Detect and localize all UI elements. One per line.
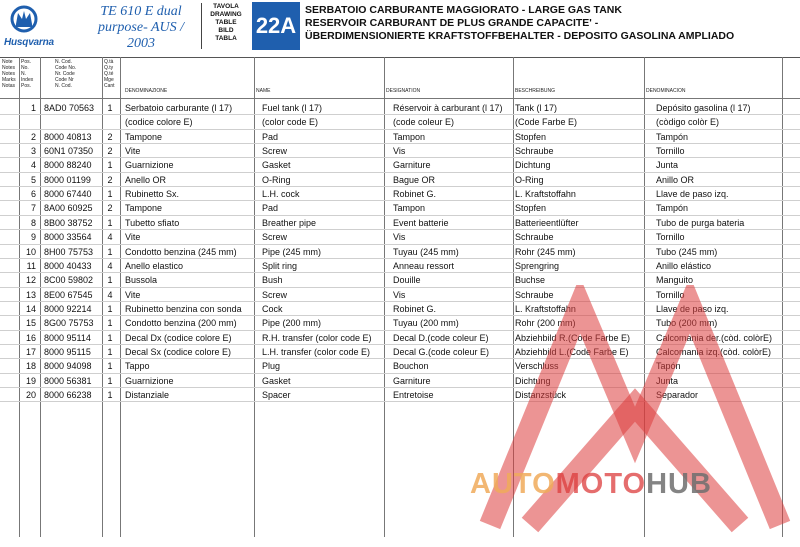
cell-pos: 10 <box>25 246 36 257</box>
cell-code: 8000 95115 <box>44 346 91 357</box>
cell-pos: 15 <box>25 318 36 329</box>
cell-de: Schraube <box>515 289 554 300</box>
cell-es: Anillo OR <box>656 174 695 185</box>
cell-pos: 17 <box>25 346 36 357</box>
cell-pos: 9 <box>30 232 36 243</box>
husqvarna-logo <box>4 4 80 52</box>
cell-es: Tubo (200 mm) <box>656 318 718 329</box>
cell-qty: 1 <box>107 390 113 400</box>
cell-fr: Vis <box>393 289 406 300</box>
cell-it: Rubinetto Sx. <box>125 189 180 200</box>
cell-pos: 5 <box>30 174 36 185</box>
cell-code: 8000 95114 <box>44 332 91 343</box>
cell-code: 8000 40813 <box>44 131 92 142</box>
husqvarna-crown-icon <box>4 4 44 34</box>
cell-it: Rubinetto benzina con sonda <box>125 303 242 314</box>
cell-qty: 4 <box>107 260 113 271</box>
cell-es: Tornillo <box>656 232 685 243</box>
col-pos-header: Pos. No. N. Index Pos. <box>21 59 34 89</box>
cell-pos: 19 <box>25 375 36 386</box>
table-row <box>0 230 800 244</box>
cell-code: 8000 56381 <box>44 375 92 386</box>
table-row <box>0 316 800 330</box>
table-row <box>0 144 800 158</box>
cell-it: Guarnizione <box>125 160 174 171</box>
cell-it: Vite <box>125 232 141 243</box>
table-row <box>0 273 800 287</box>
table-row <box>0 302 800 316</box>
cell-es: Calcomania der.(còd. colòrE) <box>656 332 773 343</box>
table-row <box>0 288 800 302</box>
cell-pos: 18 <box>25 361 36 372</box>
automotohub-watermark-text: AUTOMOTOHUB <box>470 468 712 500</box>
cell-en: (color code E) <box>262 117 319 128</box>
cell-pos: 4 <box>30 160 36 171</box>
cell-it: Tampone <box>125 131 163 142</box>
cell-en: Fuel tank (l 17) <box>262 103 323 113</box>
cell-it: Bussola <box>125 275 158 286</box>
cell-en: Screw <box>262 232 288 243</box>
cell-qty: 2 <box>107 203 113 214</box>
cell-pos: 1 <box>30 103 36 113</box>
table-row <box>0 115 800 129</box>
cell-it: Tubetto sfiato <box>125 217 180 228</box>
cell-de: Schraube <box>515 146 554 157</box>
table-row <box>0 374 800 388</box>
cell-code: 8AD0 70563 <box>44 103 95 113</box>
cell-fr: Vis <box>393 146 406 157</box>
cell-qty: 1 <box>107 318 113 329</box>
cell-code: 8000 01199 <box>44 174 91 185</box>
cell-es: Calcomania izq.(còd. colòrE) <box>656 346 772 357</box>
cell-it: Distanziale <box>125 390 170 400</box>
cell-fr: Tuyau (200 mm) <box>393 318 459 329</box>
table-label: TAVOLA DRAWING TABLE BILD TABLA <box>201 3 250 49</box>
cell-en: O-Ring <box>262 174 291 185</box>
cell-es: Depósito gasolina (l 17) <box>656 103 751 113</box>
cell-fr: Bouchon <box>393 361 429 372</box>
title-fr: RESERVOIR CARBURANT DE PLUS GRANDE CAPACITE' - <box>305 17 599 29</box>
table-row <box>0 130 800 144</box>
cell-it: Guarnizione <box>125 375 174 386</box>
cell-es: Junta <box>656 160 679 171</box>
cell-pos: 16 <box>25 332 36 343</box>
col-de-header: BESCHREIBUNG <box>515 88 556 94</box>
cell-it: Serbatoio carburante (l 17) <box>125 103 233 113</box>
cell-it: Tampone <box>125 203 163 214</box>
page-title <box>305 4 795 43</box>
cell-en: Pipe (245 mm) <box>262 246 322 257</box>
table-row <box>0 201 800 215</box>
cell-de: Rohr (245 mm) <box>515 246 576 257</box>
cell-it: Decal Sx (codice colore E) <box>125 346 232 357</box>
cell-en: Gasket <box>262 375 291 386</box>
cell-qty: 1 <box>107 189 113 200</box>
cell-qty: 2 <box>107 174 113 185</box>
table-row <box>0 331 800 345</box>
cell-qty: 4 <box>107 289 113 300</box>
table-row <box>0 216 800 230</box>
cell-pos: 3 <box>30 146 36 157</box>
cell-code: 8A00 60925 <box>44 203 93 214</box>
cell-de: Dichtung <box>515 160 551 171</box>
cell-de: (Code Farbe E) <box>515 117 578 128</box>
cell-code: 8E00 67545 <box>44 289 93 300</box>
cell-es: Tornillo <box>656 289 685 300</box>
cell-fr: Garniture <box>393 375 431 386</box>
cell-es: Llave de paso izq. <box>656 303 729 314</box>
row-divider <box>0 401 800 402</box>
cell-en: Screw <box>262 146 288 157</box>
table-row <box>0 388 800 402</box>
cell-code: 8000 94098 <box>44 361 92 372</box>
cell-pos: 7 <box>30 203 36 214</box>
cell-en: Spacer <box>262 390 291 400</box>
cell-code: 8000 92214 <box>44 303 92 314</box>
brand-name: Husqvarna <box>4 37 54 48</box>
cell-qty: 1 <box>107 361 113 372</box>
cell-it: Condotto benzina (245 mm) <box>125 246 237 257</box>
cell-qty: 1 <box>107 217 113 228</box>
cell-pos: 20 <box>25 390 36 400</box>
col-fr-header: DESIGNATION <box>386 88 421 94</box>
cell-es: Anillo elástico <box>656 260 712 271</box>
cell-en: Screw <box>262 289 288 300</box>
cell-de: Buchse <box>515 275 546 286</box>
cell-qty: 1 <box>107 246 113 257</box>
cell-en: Cock <box>262 303 283 314</box>
cell-en: R.H. transfer (color code E) <box>262 332 372 343</box>
cell-en: L.H. cock <box>262 189 300 200</box>
cell-es: Junta <box>656 375 679 386</box>
header-divider <box>0 98 800 99</box>
cell-en: Plug <box>262 361 281 372</box>
cell-en: Gasket <box>262 160 291 171</box>
cell-fr: Vis <box>393 232 406 243</box>
cell-fr: Anneau ressort <box>393 260 455 271</box>
cell-fr: Entretoise <box>393 390 434 400</box>
cell-de: L. Kraftstoffahn <box>515 189 576 200</box>
cell-qty: 1 <box>107 303 113 314</box>
cell-qty: 1 <box>107 103 113 113</box>
cell-qty: 2 <box>107 146 113 157</box>
cell-it: (codice colore E) <box>125 117 193 128</box>
cell-de: Tank (l 17) <box>515 103 558 113</box>
cell-it: Vite <box>125 146 141 157</box>
table-row <box>0 259 800 273</box>
cell-de: Sprengring <box>515 260 560 271</box>
col-it-header: DENOMINAZIONE <box>125 88 168 94</box>
cell-es: Tapón <box>656 361 681 372</box>
cell-it: Anello elastico <box>125 260 184 271</box>
cell-fr: Tampon <box>393 131 426 142</box>
cell-es: Tampón <box>656 131 689 142</box>
cell-qty: 1 <box>107 346 113 357</box>
cell-de: Stopfen <box>515 131 547 142</box>
col-code-header: N. Cod. Code No. Nr. Code Code Nr N. Cod. <box>55 59 77 89</box>
cell-fr: Event batterie <box>393 217 449 228</box>
table-row <box>0 187 800 201</box>
cell-fr: Robinet G. <box>393 303 437 314</box>
cell-en: Breather pipe <box>262 217 317 228</box>
table-row <box>0 101 800 115</box>
cell-de: Rohr (200 mm) <box>515 318 576 329</box>
cell-es: Tornillo <box>656 146 685 157</box>
table-row <box>0 345 800 359</box>
cell-fr: (code coleur E) <box>393 117 455 128</box>
cell-fr: Tuyau (245 mm) <box>393 246 459 257</box>
model-title: TE 610 E dual purpose- AUS / 2003 <box>97 4 185 51</box>
table-row <box>0 245 800 259</box>
cell-de: L. Kraftstoffahn <box>515 303 576 314</box>
cell-fr: Robinet G. <box>393 189 437 200</box>
cell-fr: Bague OR <box>393 174 436 185</box>
cell-de: Batterieentlüfter <box>515 217 579 228</box>
cell-es: (còdigo colòr E) <box>656 117 720 128</box>
cell-qty: 2 <box>107 131 113 142</box>
cell-de: Dichtung <box>515 375 551 386</box>
cell-de: Distanzstück <box>515 390 567 400</box>
table-row <box>0 359 800 373</box>
cell-qty: 1 <box>107 275 113 286</box>
title-de: ÜBERDIMENSIONIERTE KRAFTSTOFFBEHALTER - DEPOSITO GASOLINA AMPLIADO <box>305 30 735 42</box>
cell-fr: Decal G.(code coleur E) <box>393 346 490 357</box>
cell-code: 8000 66238 <box>44 390 92 400</box>
cell-pos: 6 <box>30 189 36 200</box>
cell-fr: Garniture <box>393 160 431 171</box>
cell-qty: 1 <box>107 332 113 343</box>
cell-es: Tubo (245 mm) <box>656 246 718 257</box>
table-row <box>0 158 800 172</box>
cell-code: 8000 40433 <box>44 260 92 271</box>
cell-pos: 14 <box>25 303 36 314</box>
col-es-header: DENOMINACION <box>646 88 686 94</box>
cell-it: Anello OR <box>125 174 167 185</box>
table-row <box>0 173 800 187</box>
page-header <box>0 0 800 58</box>
cell-it: Condotto benzina (200 mm) <box>125 318 237 329</box>
cell-es: Llave de paso izq. <box>656 189 729 200</box>
cell-de: Abziehbild L.(Code Farbe E) <box>515 346 629 357</box>
cell-fr: Decal D.(code coleur E) <box>393 332 489 343</box>
cell-it: Decal Dx (codice colore E) <box>125 332 232 343</box>
col-en-header: NAME <box>256 88 271 94</box>
cell-qty: 1 <box>107 375 113 386</box>
cell-code: 8B00 38752 <box>44 217 93 228</box>
cell-code: 8000 33564 <box>44 232 92 243</box>
cell-en: Bush <box>262 275 283 286</box>
cell-pos: 12 <box>25 275 36 286</box>
cell-fr: Tampon <box>393 203 426 214</box>
cell-es: Tubo de purga bateria <box>656 217 745 228</box>
col-note-header: Note Notes Notes Marks Notas <box>2 59 16 89</box>
cell-en: Pad <box>262 203 279 214</box>
cell-es: Tampón <box>656 203 689 214</box>
cell-qty: 1 <box>107 160 113 171</box>
cell-it: Vite <box>125 289 141 300</box>
cell-code: 8000 67440 <box>44 189 92 200</box>
cell-en: L.H. transfer (color code E) <box>262 346 371 357</box>
cell-en: Pipe (200 mm) <box>262 318 322 329</box>
cell-de: Verschluss <box>515 361 559 372</box>
cell-es: Separador <box>656 390 699 400</box>
cell-pos: 8 <box>30 217 36 228</box>
cell-code: 8C00 59802 <box>44 275 94 286</box>
title-it: SERBATOIO CARBURANTE MAGGIORATO - LARGE GAS TANK <box>305 4 622 16</box>
cell-fr: Réservoir à carburant (l 17) <box>393 103 503 113</box>
cell-de: O-Ring <box>515 174 544 185</box>
cell-qty: 4 <box>107 232 113 243</box>
cell-de: Stopfen <box>515 203 547 214</box>
cell-code: 60N1 07350 <box>44 146 94 157</box>
table-number: 22A <box>252 2 300 50</box>
cell-it: Tappo <box>125 361 150 372</box>
cell-de: Schraube <box>515 232 554 243</box>
cell-de: Abziehbild R.(Code Farbe E) <box>515 332 631 343</box>
cell-code: 8G00 75753 <box>44 318 94 329</box>
cell-pos: 2 <box>30 131 36 142</box>
cell-fr: Douille <box>393 275 421 286</box>
col-qty-header: Q.tà Q.ty Q.té Mge Cant <box>104 59 115 89</box>
cell-code: 8000 88240 <box>44 160 92 171</box>
cell-pos: 11 <box>26 260 36 271</box>
cell-pos: 13 <box>25 289 36 300</box>
cell-en: Pad <box>262 131 279 142</box>
cell-en: Split ring <box>262 260 298 271</box>
cell-es: Manguito <box>656 275 694 286</box>
cell-code: 8H00 75753 <box>44 246 94 257</box>
